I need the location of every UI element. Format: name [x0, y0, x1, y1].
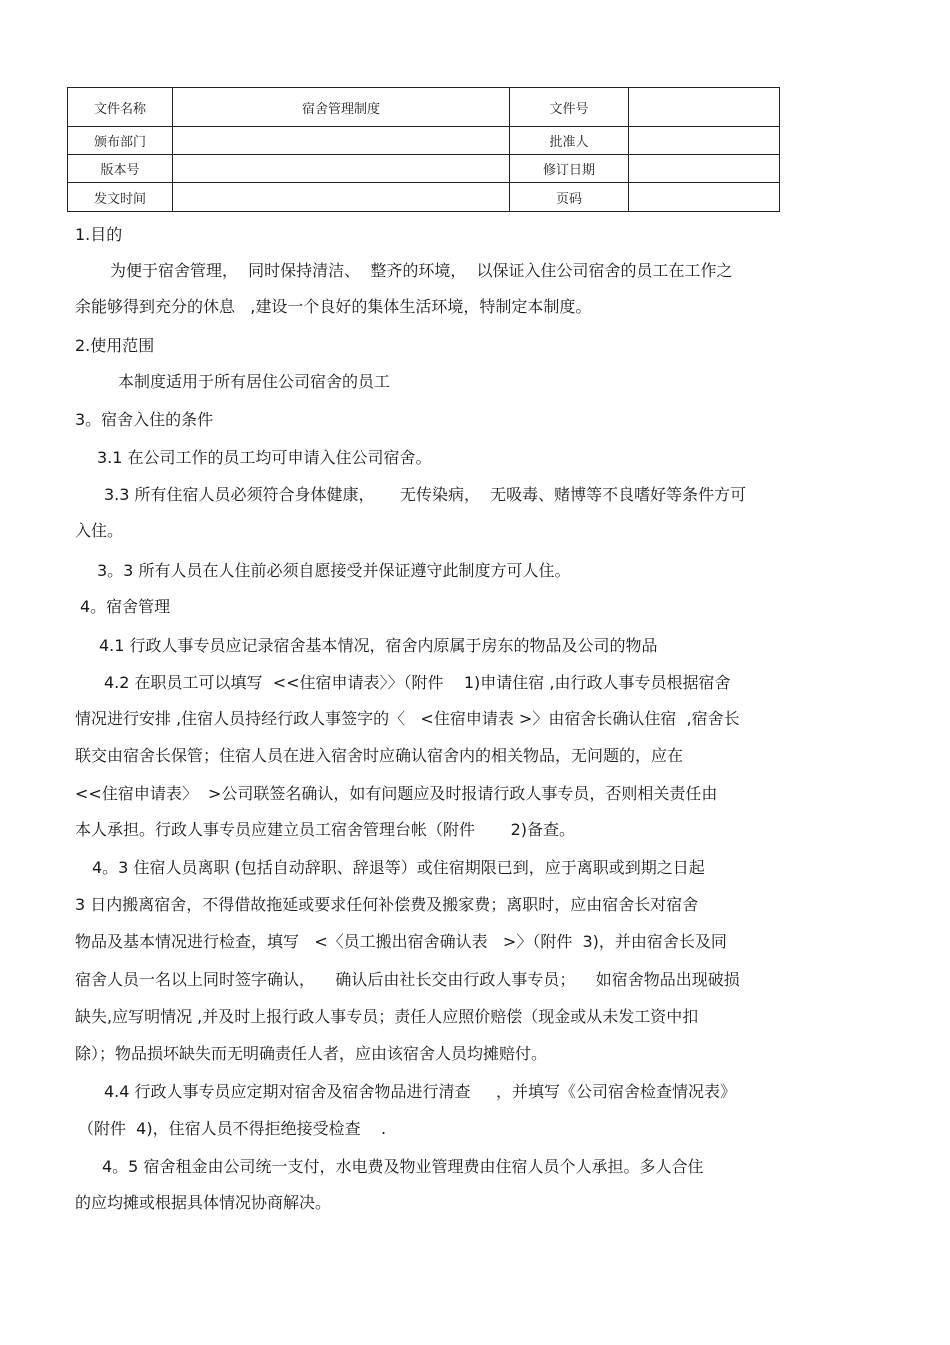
paragraph-line: 本人承担。行政人事专员应建立员工宿舍管理台帐（附件 2)备查。	[75, 820, 576, 839]
paragraph-line: 联交由宿舍长保管；住宿人员在进入宿舍时应确认宿舍内的相关物品，无问题的，应在	[75, 746, 684, 765]
paragraph-line: （附件 4)，住宿人员不得拒绝接受检查 .	[78, 1119, 387, 1138]
paragraph-line: 4.4 行政人事专员应定期对宿舍及宿舍物品进行清查 ，并填写《公司宿舍检查情况表》	[104, 1082, 736, 1101]
value-file-number	[629, 88, 780, 127]
label-file-number: 文件号	[510, 88, 629, 127]
paragraph-line: 的应均摊或根据具体情况协商解决。	[75, 1193, 332, 1212]
paragraph-line: 4.2 在职员工可以填写 <<住宿申请表〉〉（附件 1)申请住宿 ,由行政人事专员根据宿舍	[104, 673, 731, 692]
label-file-name: 文件名称	[68, 88, 173, 127]
label-issue-time: 发文时间	[68, 183, 173, 212]
paragraph-line: 宿舍人员一名以上同时签字确认， 确认后由社长交由行政人事专员； 如宿舍物品出现破损	[75, 970, 740, 989]
paragraph-line: <<住宿申请表〉 >公司联签名确认，如有问题应及时报请行政人事专员，否则相关责任由	[75, 784, 718, 803]
value-issuing-department	[173, 127, 510, 155]
value-approver	[629, 127, 780, 155]
value-revision-date	[629, 155, 780, 183]
paragraph-line: 4.1 行政人事专员应记录宿舍基本情况，宿舍内原属于房东的物品及公司的物品	[99, 636, 658, 655]
value-issue-time	[173, 183, 510, 212]
paragraph-line: 3。3 所有人员在人住前必须自愿接受并保证遵守此制度方可人住。	[97, 561, 571, 580]
value-page-number	[629, 183, 780, 212]
value-version	[173, 155, 510, 183]
label-revision-date: 修订日期	[510, 155, 629, 183]
paragraph-line: 4。5 宿舍租金由公司统一支付，水电费及物业管理费由住宿人员个人承担。多人合住	[102, 1157, 704, 1176]
header-row	[68, 183, 780, 212]
header-row	[68, 88, 780, 127]
label-version: 版本号	[68, 155, 173, 183]
paragraph-line: 缺失,应写明情况 ,并及时上报行政人事专员；责任人应照价赔偿（现金或从未发工资中扣	[75, 1007, 699, 1026]
paragraph-line: 4。3 住宿人员离职 (包括自动辞职、辞退等）或住宿期限已到，应于离职或到期之日起	[92, 858, 705, 877]
section-heading: 4。宿舍管理	[80, 597, 171, 616]
paragraph-line: 余能够得到充分的休息 ,建设一个良好的集体生活环境，特制定本制度。	[75, 297, 592, 316]
section-heading: 2.使用范围	[75, 336, 155, 355]
paragraph-line: 3.1 在公司工作的员工均可申请入住公司宿舍。	[97, 448, 432, 467]
header-row	[68, 155, 780, 183]
section-heading: 3。宿舍入住的条件	[75, 410, 214, 429]
document-header-table	[67, 87, 780, 212]
paragraph-line: 物品及基本情况进行检查，填写 <〈员工搬出宿舍确认表 >〉（附件 3)，并由宿舍长及同	[75, 932, 727, 951]
paragraph-line: 除）；物品损坏缺失而无明确责任人者，应由该宿舍人员均摊赔付。	[75, 1044, 548, 1063]
paragraph-line: 本制度适用于所有居住公司宿舍的员工	[118, 372, 391, 391]
paragraph-line: 3.3 所有住宿人员必须符合身体健康， 无传染病， 无吸毒、赌博等不良嗜好等条件方可	[104, 485, 747, 504]
label-issuing-department: 颁布部门	[68, 127, 173, 155]
paragraph-line: 入住。	[75, 521, 124, 540]
value-file-name: 宿舍管理制度	[173, 88, 510, 127]
section-heading: 1.目的	[75, 225, 123, 244]
paragraph-line: 3 日内搬离宿舍，不得借故拖延或要求任何补偿费及搬家费；离职时，应由宿舍长对宿舍	[75, 895, 699, 914]
label-page-number: 页码	[510, 183, 629, 212]
paragraph-line: 为便于宿舍管理， 同时保持清洁、 整齐的环境， 以保证入住公司宿舍的员工在工作之	[110, 261, 733, 280]
paragraph-line: 情况进行安排 ,住宿人员持经行政人事签字的〈 <住宿申请表 >〉由宿舍长确认住宿 ,宿舍长	[75, 709, 740, 728]
header-row	[68, 127, 780, 155]
label-approver: 批准人	[510, 127, 629, 155]
